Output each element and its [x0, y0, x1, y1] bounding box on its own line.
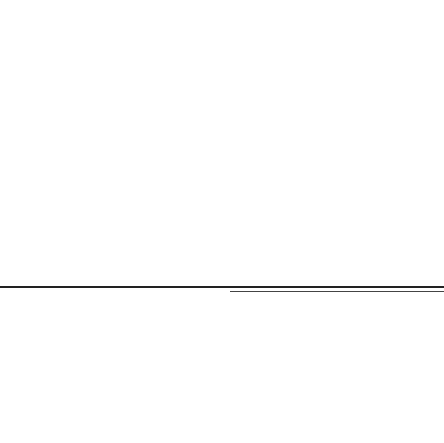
footnote-block — [6, 360, 436, 440]
page-heading — [8, 6, 434, 28]
section-divider — [0, 286, 444, 288]
main-paragraph — [8, 32, 434, 272]
section-divider-short — [230, 291, 444, 292]
